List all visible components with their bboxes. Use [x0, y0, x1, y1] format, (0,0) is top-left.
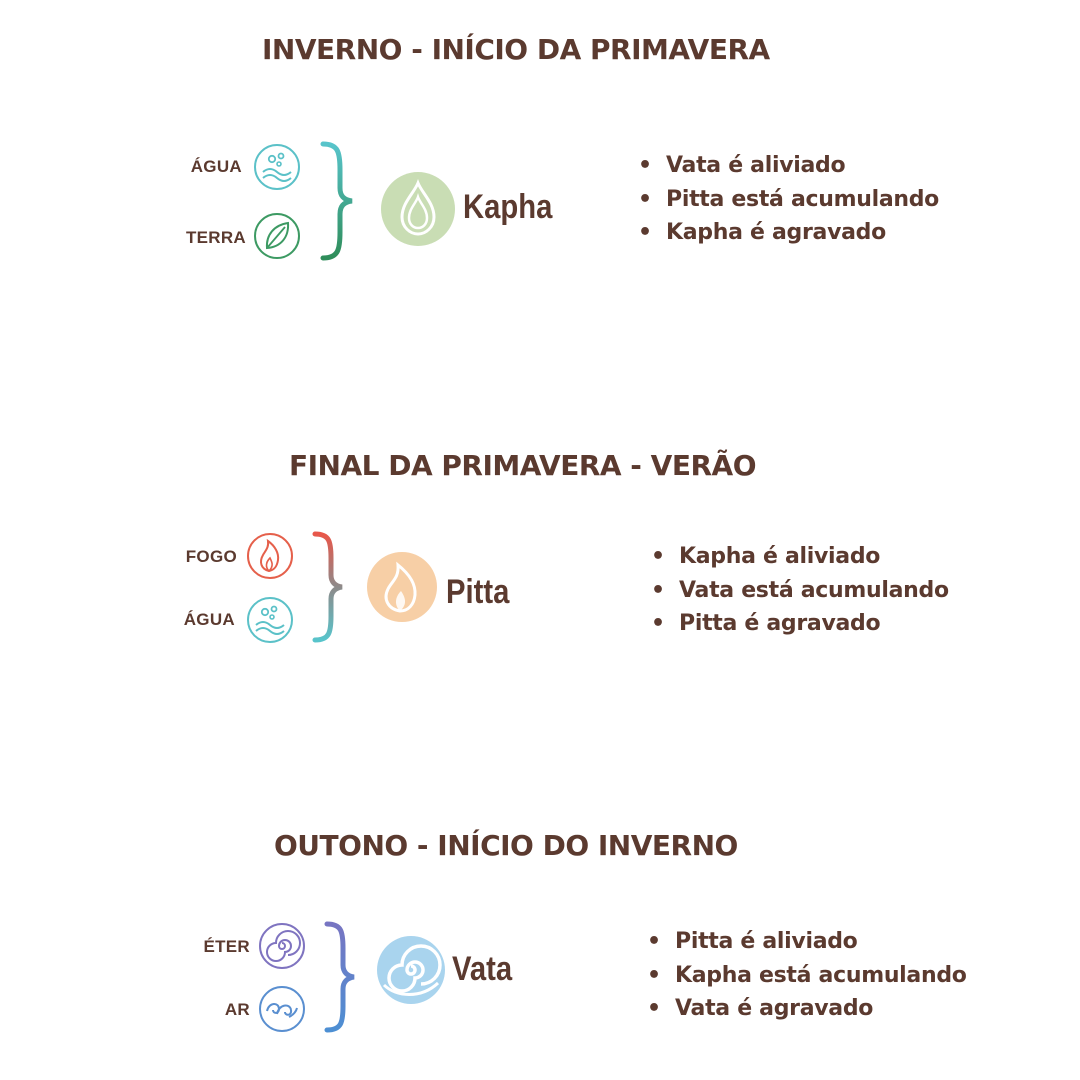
effects-list: [647, 925, 967, 1026]
dosha-name: Vata: [452, 950, 513, 988]
bracket-icon: [322, 920, 360, 1034]
dosha-name: Kapha: [463, 188, 553, 226]
water-icon: [245, 595, 295, 645]
list-item: • Kapha é aliviado: [651, 540, 949, 574]
season-title: OUTONO - INÍCIO DO INVERNO: [274, 829, 738, 862]
element-label-fire: FOGO: [185, 547, 237, 566]
dosha-name: Pitta: [446, 573, 510, 611]
element-label-water: ÁGUA: [190, 157, 242, 176]
spiral-icon: [257, 921, 307, 971]
element-label-ether: ÉTER: [203, 937, 250, 956]
list-item: • Vata é agravado: [647, 992, 967, 1026]
list-item: • Vata está acumulando: [651, 574, 949, 608]
pitta-flame-icon: [366, 551, 438, 623]
list-item: • Pitta é aliviado: [647, 925, 967, 959]
list-item: • Pitta é agravado: [651, 607, 949, 641]
element-label-earth: TERRA: [185, 228, 246, 247]
list-item: • Kapha está acumulando: [647, 959, 967, 993]
element-label-water: ÁGUA: [183, 610, 235, 629]
fire-icon: [245, 531, 295, 581]
wind-icon: [257, 984, 307, 1034]
vata-swirl-icon: [376, 935, 446, 1005]
list-item: • Vata é aliviado: [638, 149, 939, 183]
list-item: • Kapha é agravado: [638, 216, 939, 250]
bracket-icon: [310, 530, 348, 644]
list-item: • Pitta está acumulando: [638, 183, 939, 217]
season-title: FINAL DA PRIMAVERA - VERÃO: [289, 449, 757, 482]
effects-list: [651, 540, 949, 641]
element-label-air: AR: [224, 1000, 250, 1019]
season-title: INVERNO - INÍCIO DA PRIMAVERA: [262, 33, 770, 66]
